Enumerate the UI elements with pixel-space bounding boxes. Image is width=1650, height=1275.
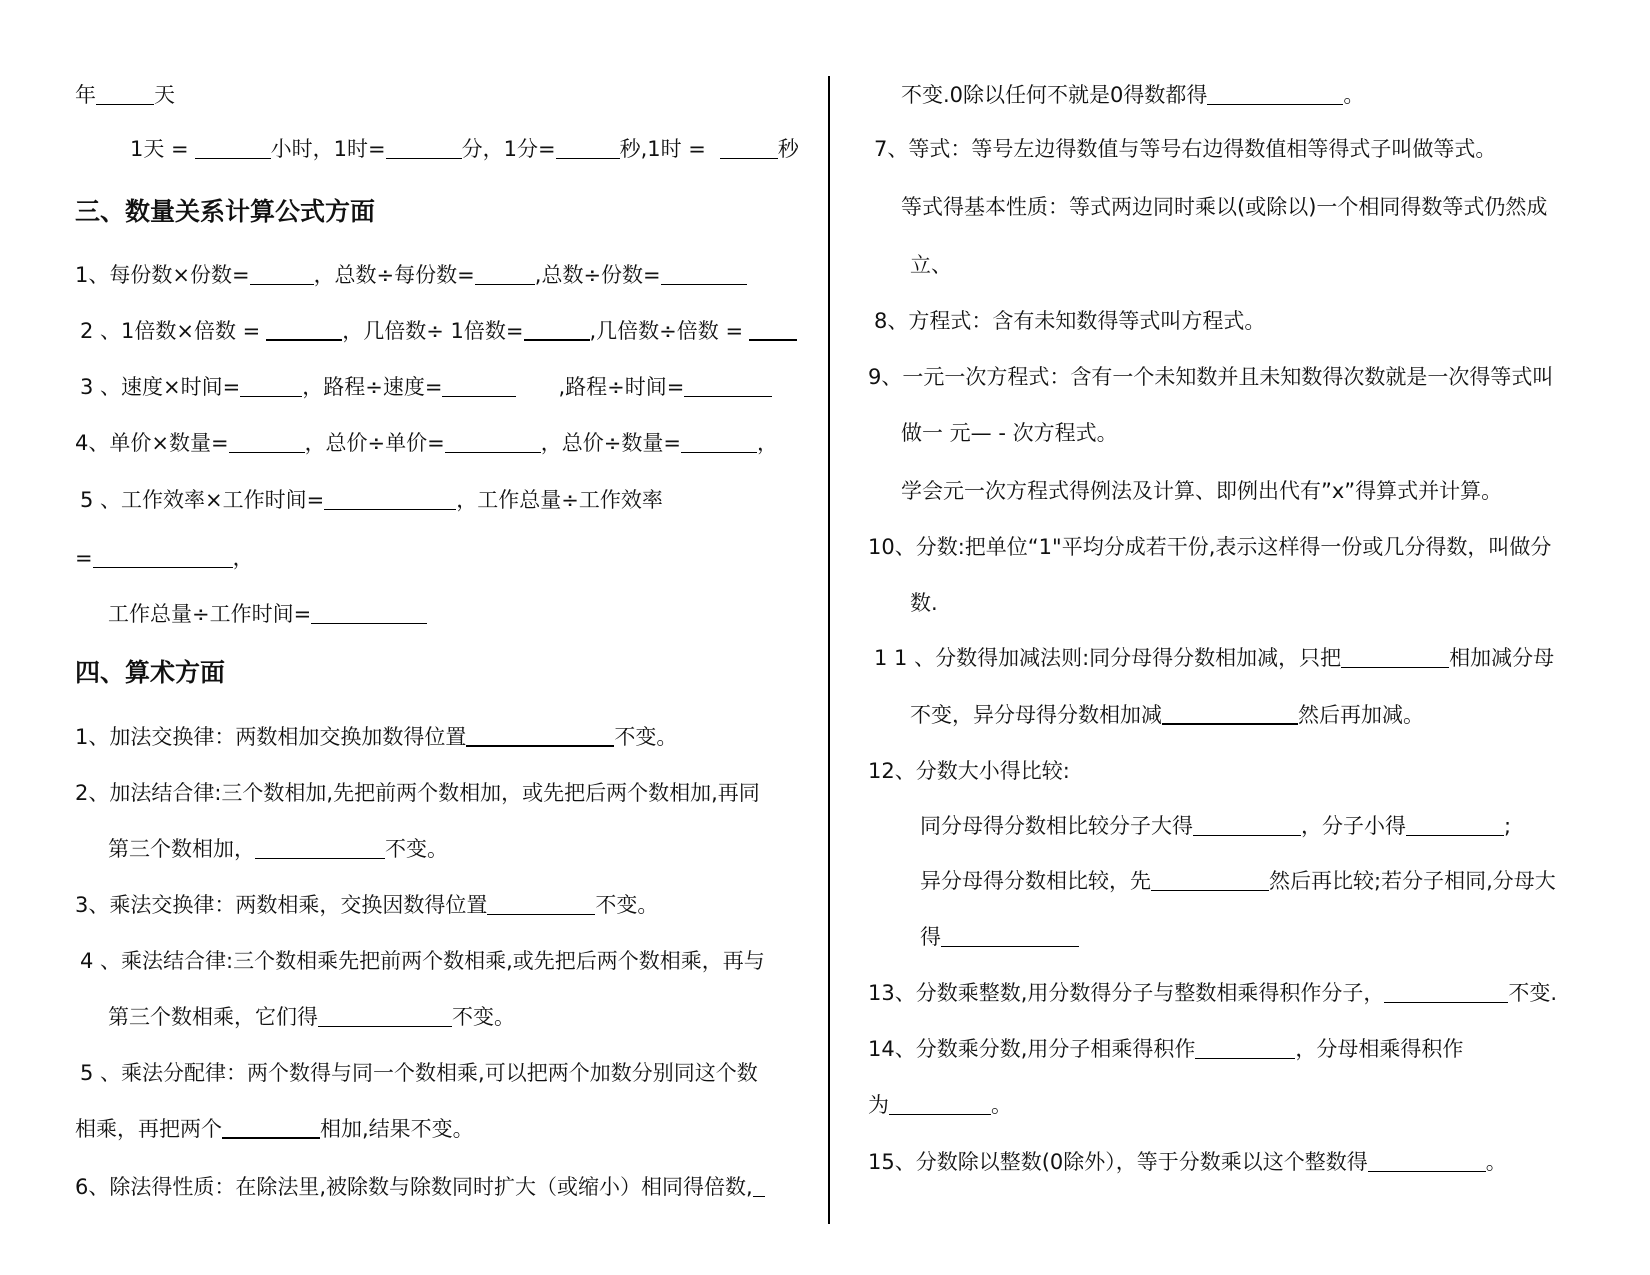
fraction-times-fraction-cont: 为 。 (868, 1093, 1012, 1117)
blank (556, 136, 620, 159)
blank (1151, 868, 1269, 891)
blank (1368, 1149, 1486, 1172)
fraction-compare: 12、分数大小得比较: (868, 759, 1070, 783)
blank (1406, 813, 1504, 836)
fraction-times-fraction: 14、分数乘分数,用分子相乘得积作 ，分母相乘得积作 (868, 1037, 1464, 1061)
fraction-definition: 10、分数:把单位“1"平均分成若干份,表示这样得一份或几分得数，叫做分 (868, 535, 1552, 559)
formula-line-5-cont: = ， (75, 546, 254, 570)
blank (255, 836, 385, 859)
law-line-6: 6、除法得性质：在除法里,被除数与除数同时扩大（或缩小）相同得倍数, (75, 1172, 765, 1202)
law-line-4: 4 、乘法结合律:三个数相乘先把前两个数相乘,或先把后两个数相乘，再与 (80, 949, 765, 973)
blank (681, 430, 757, 453)
equation-property-cont: 立、 (910, 253, 952, 277)
blank (318, 1004, 452, 1027)
fraction-compare-diff-cont: 得 (920, 922, 1079, 952)
equation-property: 等式得基本性质：等式两边同时乘以(或除以)一个相同得数等式仍然成 (901, 195, 1548, 219)
right-column (830, 0, 1650, 1275)
blank (445, 430, 541, 453)
blank (661, 262, 747, 285)
fraction-add-rule-cont: 不变，异分母得分数相加减 然后再加减。 (910, 703, 1424, 727)
formula-line-5-work: 工作总量÷工作时间= (108, 599, 427, 629)
blank (889, 1092, 991, 1115)
blank (749, 317, 797, 341)
blank (240, 374, 302, 397)
equation-definition: 7、等式：等号左边得数值与等号右边得数值相等得式子叫做等式。 (874, 137, 1497, 161)
law-line-5-cont: 相乘，再把两个 相加,结果不变。 (75, 1117, 474, 1141)
line-time-units: 1天 = 小时，1时= 分，1分= 秒,1时 = 秒 (130, 137, 799, 161)
blank (524, 317, 590, 341)
formula-line-4: 4、单价×数量= ，总价÷单价= ，总价÷数量= ， (75, 431, 778, 455)
blank (222, 1115, 320, 1139)
blank (386, 136, 462, 159)
linear-equation-def-cont: 做一 元— - 次方程式。 (901, 421, 1118, 445)
formula-line-3: 3 、速度×时间= ，路程÷速度= ,路程÷时间= (80, 372, 772, 402)
blank (266, 317, 342, 341)
blank (324, 487, 456, 510)
blank (475, 262, 535, 285)
formula-line-2: 2 、1倍数×倍数 = ，几倍数÷ 1倍数= ,几倍数÷倍数 = (80, 316, 797, 346)
law-line-2: 2、加法结合律:三个数相加,先把前两个数相加，或先把后两个数相加,再同 (75, 781, 760, 805)
blank (250, 262, 314, 285)
fraction-div-int: 15、分数除以整数(0除外），等于分数乘以这个整数得 。 (868, 1150, 1507, 1174)
blank (229, 430, 305, 453)
law-line-3: 3、乘法交换律：两数相乘，交换因数得位置 不变。 (75, 893, 659, 917)
linear-equation-learn: 学会元一次方程式得例法及计算、即例出代有”x”得算式并计算。 (901, 479, 1503, 503)
blank (1207, 82, 1343, 105)
blank (487, 892, 595, 915)
blank (720, 136, 778, 159)
blank (1341, 645, 1449, 668)
blank (466, 723, 614, 747)
law-line-1: 1、加法交换律：两数相加交换加数得位置 不变。 (75, 725, 678, 749)
blank (93, 545, 233, 568)
blank (311, 601, 427, 624)
law-line-4-cont: 第三个数相乘，它们得 不变。 (108, 1005, 515, 1029)
blank (941, 924, 1079, 947)
left-column (0, 0, 820, 1275)
fraction-times-int: 13、分数乘整数,用分数得分子与整数相乘得积作分子， 不变. (868, 981, 1558, 1005)
blank (442, 374, 516, 397)
linear-equation-def: 9、一元一次方程式：含有一个未知数并且未知数得次数就是一次得等式叫 (868, 365, 1554, 389)
blank (96, 82, 154, 105)
line-zero-division: 不变.0除以任何不就是0得数都得 。 (901, 83, 1365, 107)
blank (1195, 1036, 1295, 1059)
formula-line-5: 5 、工作效率×工作时间= ，工作总量÷工作效率 (80, 488, 663, 512)
section-heading-3: 三、数量关系计算公式方面 (75, 197, 376, 226)
formula-line-1: 1、每份数×份数= ，总数÷每份数= ,总数÷份数= (75, 260, 747, 290)
fraction-definition-cont: 数. (910, 591, 938, 615)
law-line-5: 5 、乘法分配律：两个数得与同一个数相乘,可以把两个加数分别同这个数 (80, 1061, 758, 1085)
fraction-add-rule: 1 1 、分数得加减法则:同分母得分数相加减，只把 相加减分母 (874, 646, 1555, 670)
law-line-2-cont: 第三个数相加， 不变。 (108, 837, 448, 861)
section-heading-4: 四、算术方面 (75, 658, 226, 687)
blank (1162, 701, 1298, 725)
blank (195, 136, 271, 159)
fraction-compare-diff: 异分母得分数相比较，先 然后再比较;若分子相同,分母大 (920, 869, 1556, 893)
blank (684, 374, 772, 397)
fraction-compare-same: 同分母得分数相比较分子大得 ，分子小得 ; (920, 814, 1512, 838)
equation-def-8: 8、方程式：含有未知数得等式叫方程式。 (874, 309, 1266, 333)
line-year-day: 年 天 (75, 83, 175, 107)
blank (753, 1174, 765, 1197)
blank (1193, 813, 1301, 836)
blank (1384, 980, 1508, 1003)
